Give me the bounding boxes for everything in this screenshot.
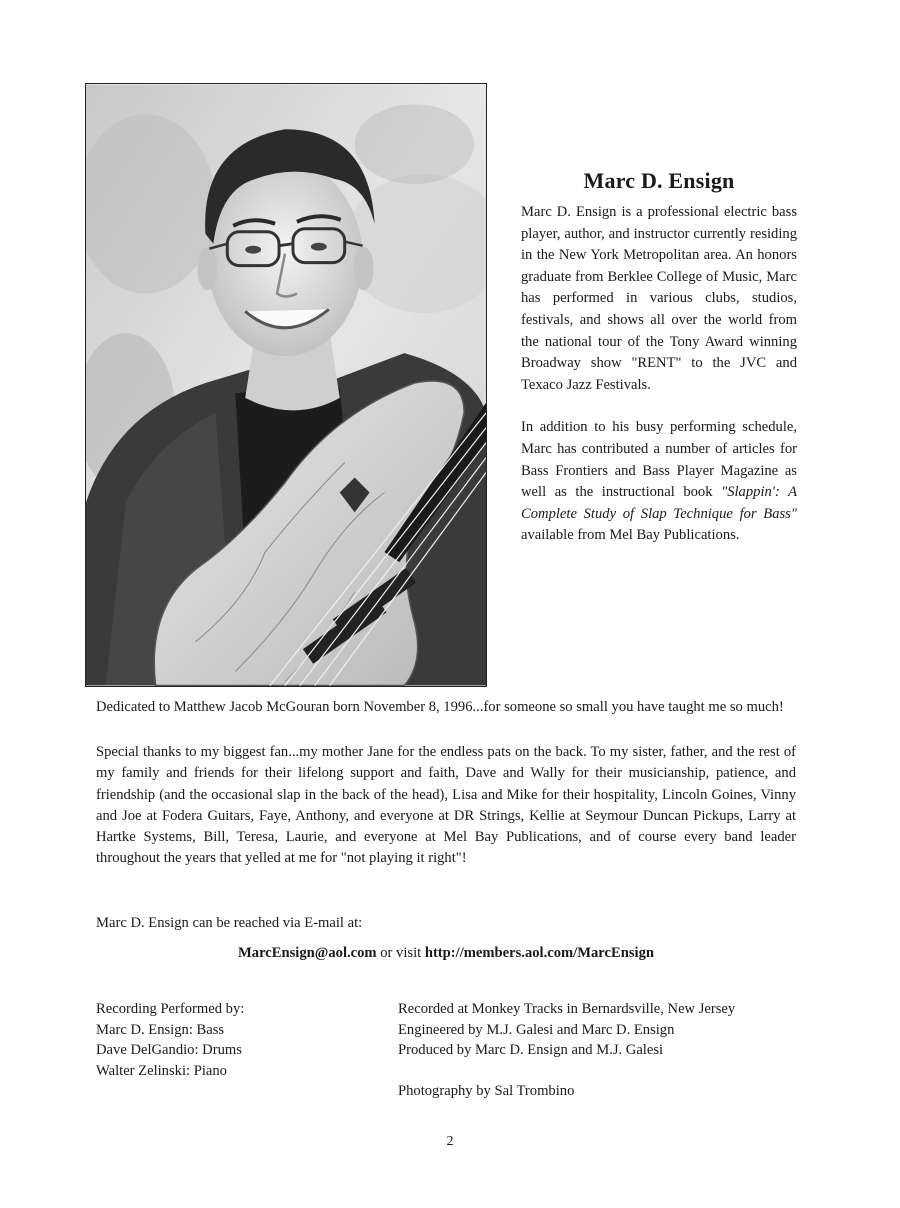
credit-line: Recording Performed by: [96, 1001, 245, 1017]
bio-paragraph-2-end: available from Mel Bay Publications. [521, 527, 740, 544]
author-photo [85, 83, 487, 687]
production-credits [398, 999, 798, 1101]
email-address: MarcEnsign@aol.com [238, 945, 377, 961]
credit-line: Recorded at Monkey Tracks in Bernardsville, New Jersey [398, 1001, 736, 1017]
credit-line: Dave DelGandio: Drums [96, 1042, 242, 1059]
credit-line: Walter Zelinski: Piano [96, 1062, 227, 1079]
bio-paragraph-2 [521, 417, 797, 547]
bio-paragraph-1: Marc D. Ensign is a professional electric bass player, author, and instructor currently residing in the New York Metropolitan area. An honors graduate from Berklee College of Music, Marc has performed in various clubs, studios, festivals, and shows all over the world from the national tour of the Tony Award winning Broadway show "RENT" to the JVC and Texaco Jazz Festivals. [521, 204, 797, 393]
page-number: 2 [446, 1134, 454, 1149]
bio-section [521, 168, 797, 547]
performer-credits [96, 999, 356, 1081]
dedication-paragraph: Dedicated to Matthew Jacob McGouran born November 8, 1996...for someone so small you have taught me so much! [96, 699, 784, 715]
bio-paragraph-2-start: In addition to his busy performing schedule, Marc has contributed a number of articles for Bass Frontiers and Bass Player Magazine as well as the instructional book [521, 419, 797, 501]
contact-line [96, 945, 796, 962]
website-url: http://members.aol.com/MarcEnsign [424, 945, 654, 961]
book-title: "Slappin': A Complete Study of Slap Technique for Bass" [521, 484, 797, 522]
author-photo-image [86, 84, 486, 686]
photo-credit: Photography by Sal Trombino [398, 1082, 575, 1099]
or-visit-text: or visit [376, 945, 425, 961]
thanks-paragraph: Special thanks to my biggest fan...my mother Jane for the endless pats on the back. To my sister, father, and the rest of my family and friends for their lifelong support and faith, Dave and Wally for their musicianship, patience, and friendship (and the occasional slap in the back of the head), Lisa and Mike for their hospitality, Lincoln Goines, Vinny and Joe at Fodera Guitars, Faye, Anthony, and everyone at DR Strings, Kellie at Seymour Duncan Pickups, Larry at Hartke Systems, Bill, Teresa, Laurie, and everyone at Mel Bay Publications, and of course every band leader throughout the years that yelled at me for "not playing it right"! [96, 744, 796, 867]
credit-line: Marc D. Ensign: Bass [96, 1021, 225, 1038]
author-name-heading: Marc D. Ensign [583, 168, 735, 193]
credit-line: Engineered by M.J. Galesi and Marc D. Ensign [398, 1021, 675, 1038]
contact-intro: Marc D. Ensign can be reached via E-mail at: [96, 915, 363, 931]
credit-line: Produced by Marc D. Ensign and M.J. Galesi [398, 1042, 664, 1059]
